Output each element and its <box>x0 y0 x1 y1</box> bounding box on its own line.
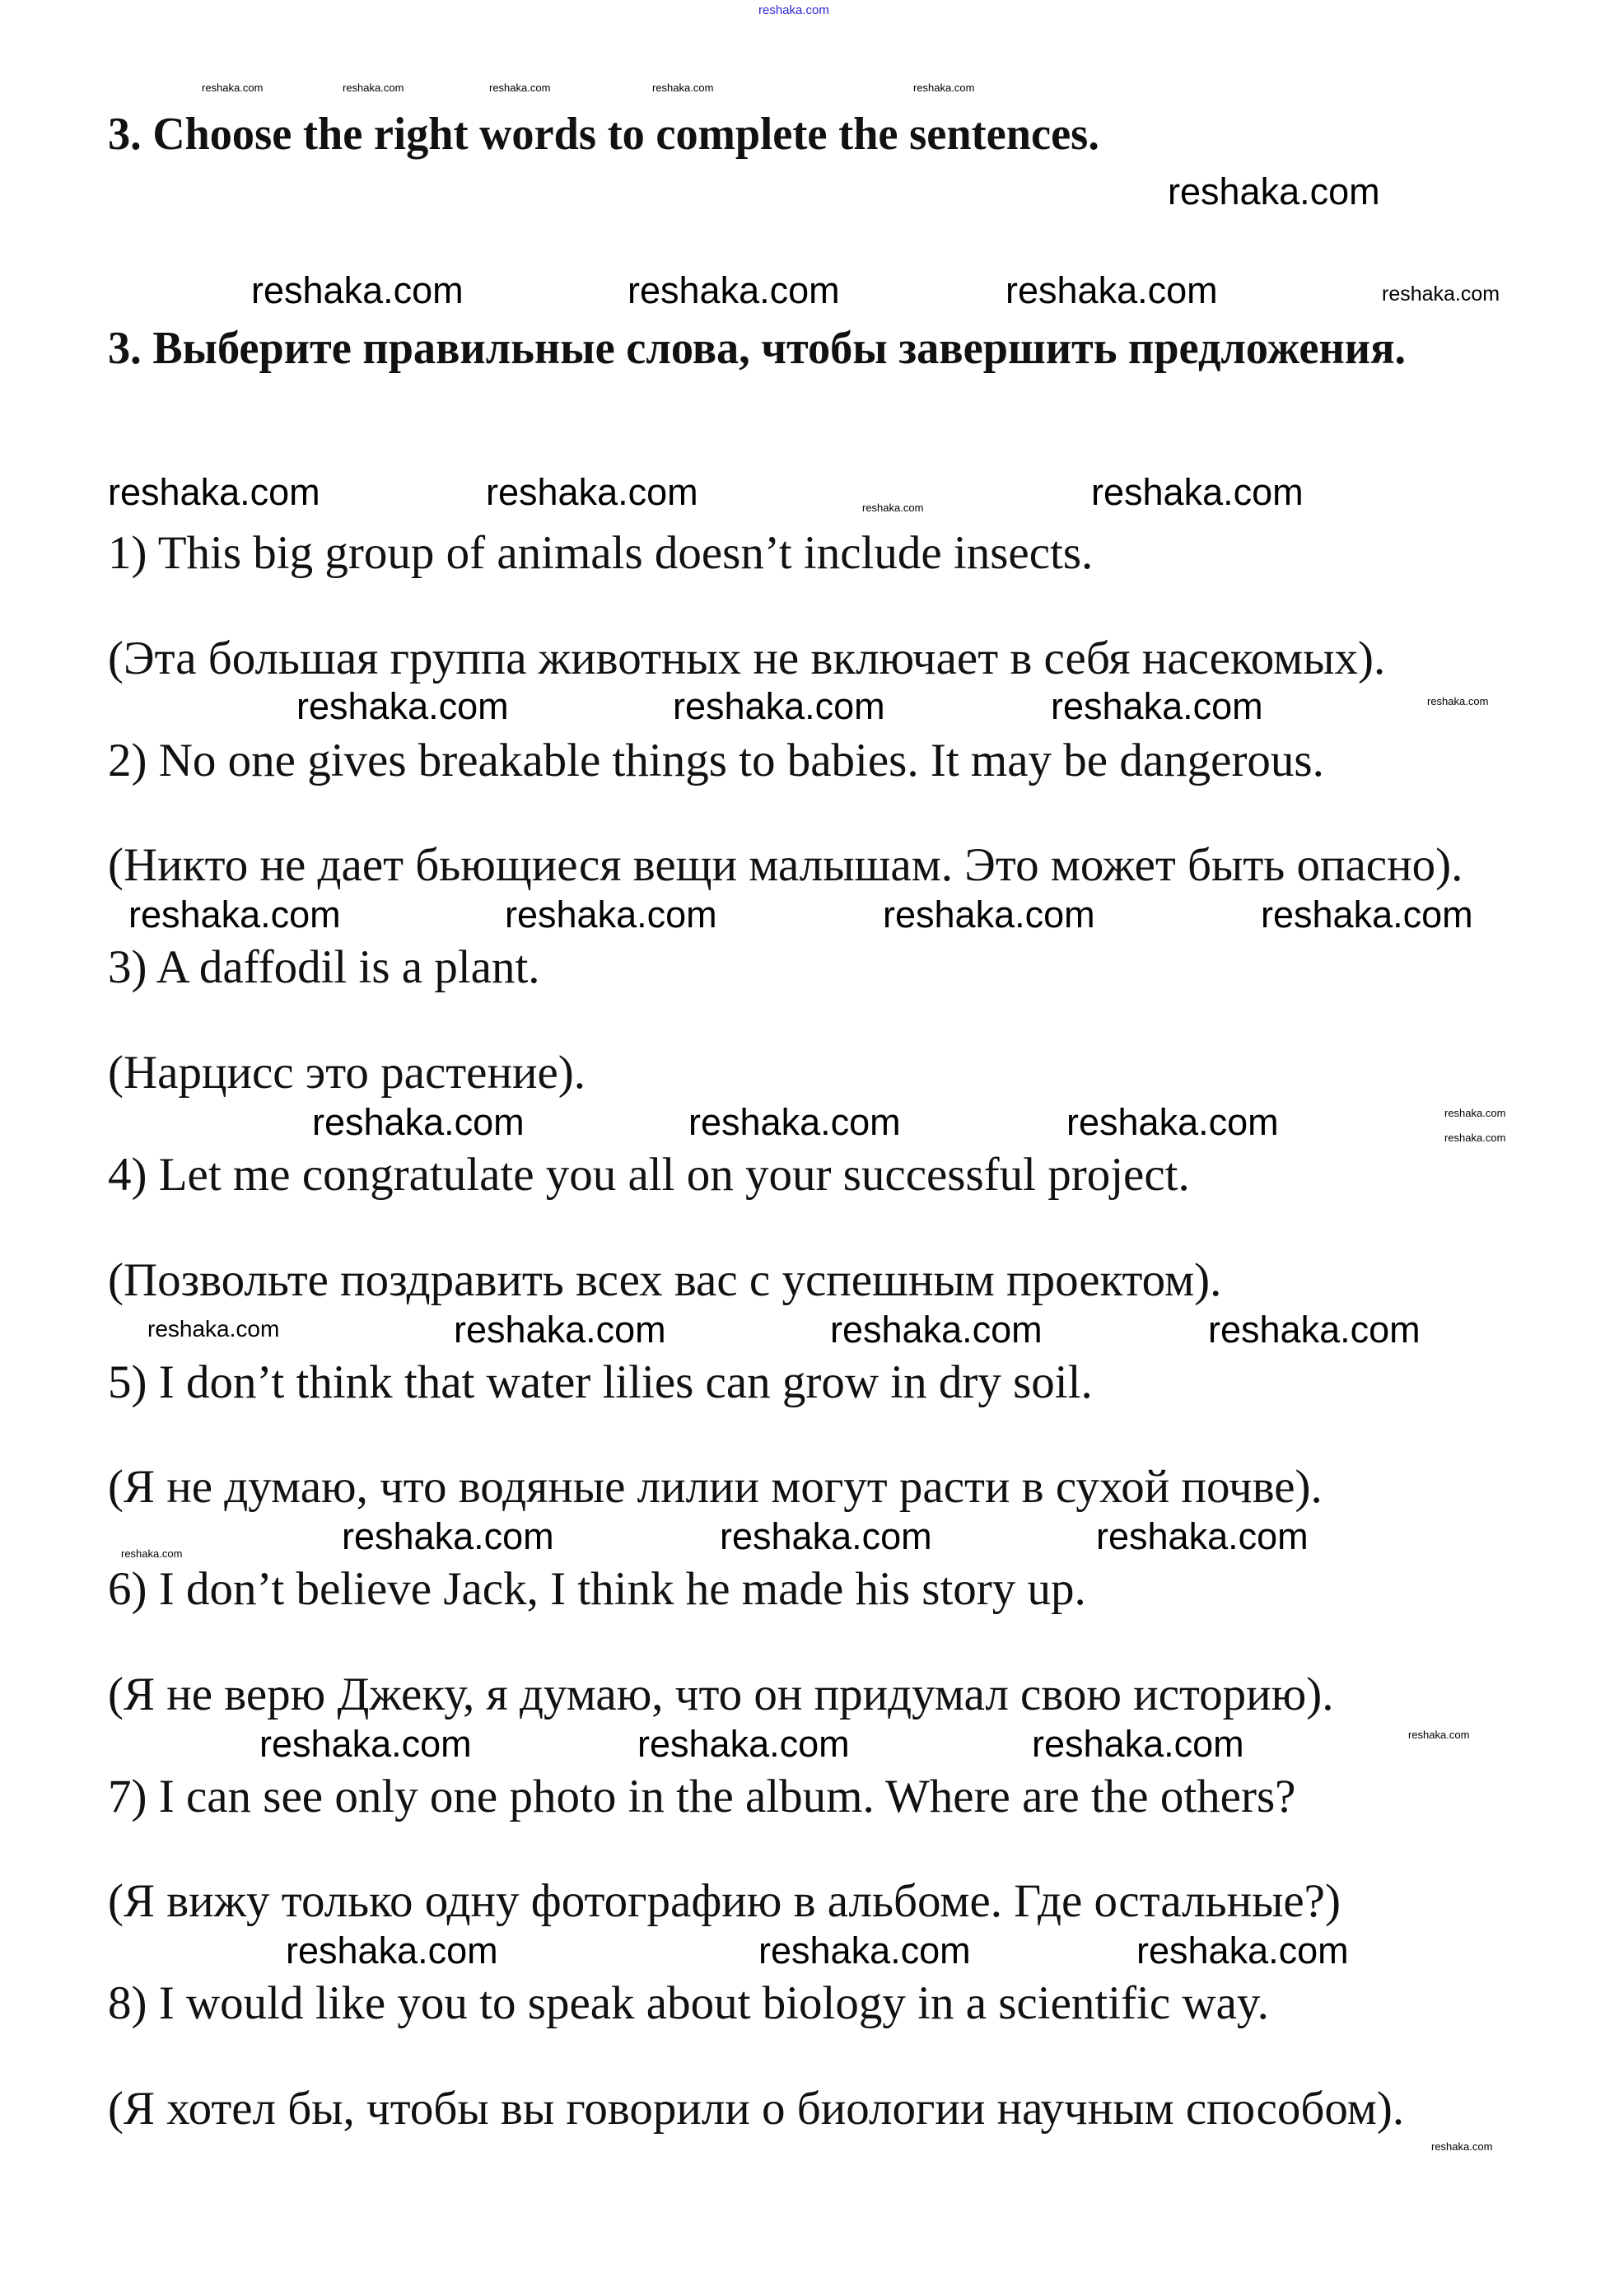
translation-7: (Я вижу только одну фотографию в альбоме. Где остальные?) <box>108 1875 1341 1927</box>
sentence-7: 7) I can see only one photo in the album. Where are the others? <box>108 1771 1296 1822</box>
watermark: reshaka.com <box>1382 282 1500 306</box>
watermark: reshaka.com <box>862 502 924 514</box>
watermark: reshaka.com <box>251 269 464 311</box>
watermark: reshaka.com <box>343 82 404 94</box>
watermark: reshaka.com <box>1051 685 1263 727</box>
heading-russian: 3. Выберите правильные слова, чтобы завершить предложения. <box>108 323 1407 374</box>
watermark: reshaka.com <box>1408 1729 1470 1741</box>
watermark: reshaka.com <box>673 685 885 727</box>
watermark: reshaka.com <box>342 1515 554 1557</box>
watermark: reshaka.com <box>1096 1515 1309 1557</box>
translation-8: (Я хотел бы, чтобы вы говорили о биологии научным способом). <box>108 2083 1405 2135</box>
watermark: reshaka.com <box>286 1930 498 1972</box>
watermark: reshaka.com <box>688 1101 901 1143</box>
watermark: reshaka.com <box>259 1723 472 1765</box>
watermark: reshaka.com <box>1427 695 1489 707</box>
watermark: reshaka.com <box>202 82 264 94</box>
watermark: reshaka.com <box>147 1316 280 1342</box>
watermark: reshaka.com <box>720 1515 932 1557</box>
watermark: reshaka.com <box>652 82 714 94</box>
watermark: reshaka.com <box>1261 894 1473 936</box>
sentence-6: 6) I don’t believe Jack, I think he made his story up. <box>108 1563 1086 1615</box>
sentence-3: 3) A daffodil is a plant. <box>108 941 540 993</box>
watermark: reshaka.com <box>1444 1132 1506 1144</box>
watermark: reshaka.com <box>1005 269 1218 311</box>
watermark: reshaka.com <box>1444 1107 1506 1119</box>
watermark: reshaka.com <box>1168 170 1380 212</box>
translation-3: (Нарцисс это растение). <box>108 1047 586 1099</box>
watermark: reshaka.com <box>1032 1723 1244 1765</box>
sentence-8: 8) I would like you to speak about biology in a scientific way. <box>108 1977 1269 2029</box>
translation-1: (Эта большая группа животных не включает в себя насекомых). <box>108 632 1386 684</box>
watermark: reshaka.com <box>486 471 698 513</box>
watermark: reshaka.com <box>454 1309 666 1351</box>
sentence-2: 2) No one gives breakable things to babies. It may be dangerous. <box>108 735 1324 786</box>
watermark: reshaka.com <box>758 1930 971 1972</box>
watermark: reshaka.com <box>489 82 551 94</box>
translation-2: (Никто не дает бьющиеся вещи малышам. Это может быть опасно). <box>108 839 1463 891</box>
translation-6: (Я не верю Джеку, я думаю, что он придумал свою историю). <box>108 1668 1334 1720</box>
watermark: reshaka.com <box>1066 1101 1279 1143</box>
watermark: reshaka.com <box>1431 2140 1493 2153</box>
watermark: reshaka.com <box>505 894 717 936</box>
watermark: reshaka.com <box>1136 1930 1349 1972</box>
watermark: reshaka.com <box>121 1547 183 1560</box>
sentence-5: 5) I don’t think that water lilies can grow in dry soil. <box>108 1356 1093 1408</box>
watermark: reshaka.com <box>296 685 509 727</box>
watermark: reshaka.com <box>1208 1309 1421 1351</box>
sentence-1: 1) This big group of animals doesn’t include insects. <box>108 527 1094 579</box>
watermark: reshaka.com <box>758 3 829 17</box>
translation-5: (Я не думаю, что водяные лилии могут расти в сухой почве). <box>108 1461 1323 1513</box>
watermark: reshaka.com <box>628 269 840 311</box>
watermark: reshaka.com <box>108 471 320 513</box>
watermark: reshaka.com <box>312 1101 525 1143</box>
watermark: reshaka.com <box>128 894 341 936</box>
watermark: reshaka.com <box>830 1309 1043 1351</box>
watermark: reshaka.com <box>883 894 1095 936</box>
heading-english: 3. Choose the right words to complete the sentences. <box>108 109 1099 160</box>
watermark: reshaka.com <box>1091 471 1304 513</box>
translation-4: (Позвольте поздравить всех вас с успешным проектом). <box>108 1254 1222 1306</box>
watermark: reshaka.com <box>913 82 975 94</box>
watermark: reshaka.com <box>637 1723 850 1765</box>
sentence-4: 4) Let me congratulate you all on your successful project. <box>108 1149 1190 1201</box>
